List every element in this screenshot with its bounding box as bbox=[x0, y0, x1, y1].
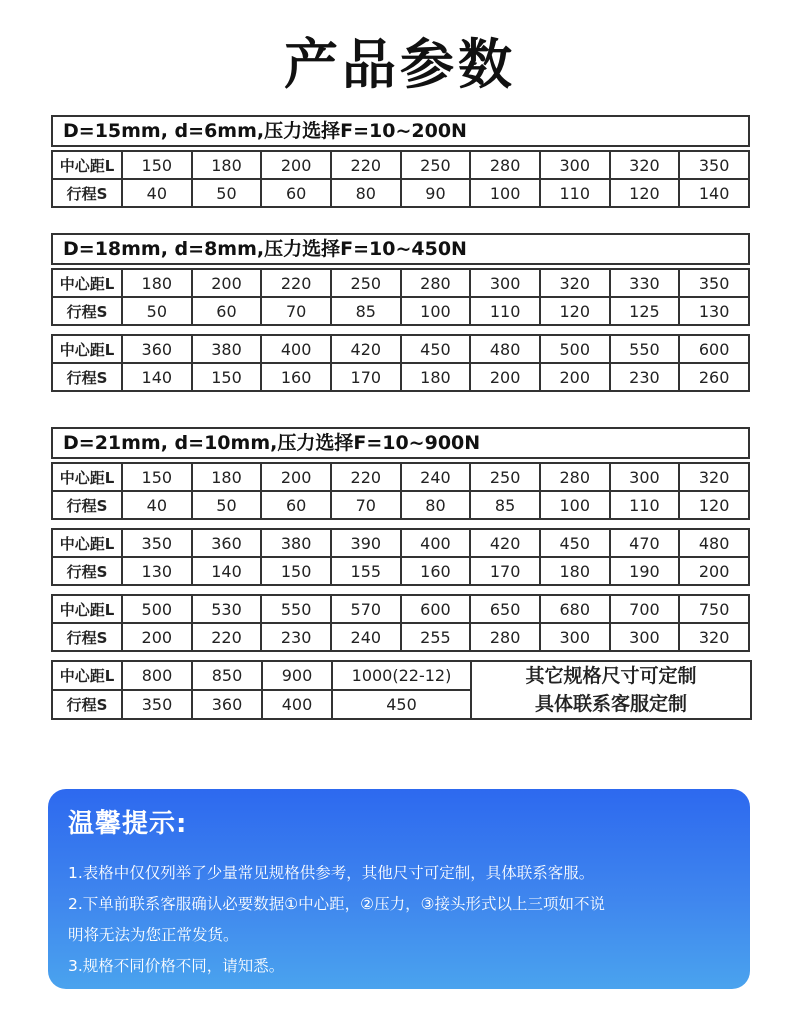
table-cell: 180 bbox=[122, 269, 192, 297]
row-label-stroke: 行程S bbox=[52, 179, 122, 207]
tips-line: 1.表格中仅仅列举了少量常见规格供参考，其他尺寸可定制，具体联系客服。 bbox=[68, 864, 595, 882]
table-cell: 250 bbox=[331, 269, 401, 297]
table-cell: 650 bbox=[470, 595, 540, 623]
table-cell: 190 bbox=[610, 557, 680, 585]
table-row bbox=[52, 363, 749, 391]
table-cell: 160 bbox=[261, 363, 331, 391]
table-cell: 200 bbox=[261, 151, 331, 179]
table-cell: 220 bbox=[192, 623, 262, 651]
table-cell: 500 bbox=[540, 335, 610, 363]
table-cell: 700 bbox=[610, 595, 680, 623]
table-cell: 200 bbox=[192, 269, 262, 297]
table-cell: 140 bbox=[679, 179, 749, 207]
row-label-stroke: 行程S bbox=[52, 491, 122, 519]
table-cell: 250 bbox=[401, 151, 471, 179]
table-cell: 480 bbox=[470, 335, 540, 363]
tips-line: 2.下单前联系客服确认必要数据①中心距，②压力，③接头形式以上三项如不说 bbox=[68, 895, 605, 913]
table-cell: 330 bbox=[610, 269, 680, 297]
table-cell: 320 bbox=[540, 269, 610, 297]
table-cell: 120 bbox=[679, 491, 749, 519]
group-header: D=21mm, d=10mm,压力选择F=10~900N bbox=[51, 427, 750, 459]
table-row bbox=[52, 557, 749, 585]
row-label-stroke: 行程S bbox=[52, 557, 122, 585]
table-cell: 170 bbox=[470, 557, 540, 585]
table-cell: 220 bbox=[331, 463, 401, 491]
table-cell: 60 bbox=[192, 297, 262, 325]
table-row bbox=[52, 297, 749, 325]
row-label-center: 中心距L bbox=[52, 595, 122, 623]
table-cell: 160 bbox=[401, 557, 471, 585]
row-label-stroke: 行程S bbox=[52, 623, 122, 651]
table-cell: 110 bbox=[610, 491, 680, 519]
table-cell: 320 bbox=[610, 151, 680, 179]
table-cell: 230 bbox=[610, 363, 680, 391]
custom-note-line: 其它规格尺寸可定制 bbox=[525, 665, 697, 687]
table-cell: 255 bbox=[401, 623, 471, 651]
table-cell: 140 bbox=[192, 557, 262, 585]
table-cell: 130 bbox=[679, 297, 749, 325]
table-cell: 50 bbox=[192, 491, 262, 519]
table-cell: 400 bbox=[261, 335, 331, 363]
spec-table bbox=[51, 268, 750, 326]
table-cell: 360 bbox=[122, 335, 192, 363]
table-cell: 1000(22-12) bbox=[332, 661, 471, 690]
table-cell: 380 bbox=[192, 335, 262, 363]
custom-note bbox=[471, 661, 751, 719]
table-cell: 230 bbox=[261, 623, 331, 651]
row-label-center: 中心距L bbox=[52, 661, 122, 690]
table-cell: 40 bbox=[122, 179, 192, 207]
table-cell: 420 bbox=[331, 335, 401, 363]
table-cell: 100 bbox=[470, 179, 540, 207]
table-cell: 110 bbox=[540, 179, 610, 207]
table-row bbox=[52, 179, 749, 207]
tips-line: 3.规格不同价格不同，请知悉。 bbox=[68, 957, 285, 975]
table-cell: 80 bbox=[331, 179, 401, 207]
table-cell: 360 bbox=[192, 690, 262, 719]
row-label-center: 中心距L bbox=[52, 463, 122, 491]
table-cell: 570 bbox=[331, 595, 401, 623]
table-cell: 400 bbox=[262, 690, 332, 719]
table-cell: 125 bbox=[610, 297, 680, 325]
row-label-stroke: 行程S bbox=[52, 690, 122, 719]
table-row bbox=[52, 491, 749, 519]
spec-group-d21 bbox=[51, 427, 750, 728]
table-cell: 120 bbox=[610, 179, 680, 207]
table-cell: 350 bbox=[679, 269, 749, 297]
table-cell: 900 bbox=[262, 661, 332, 690]
table-cell: 470 bbox=[610, 529, 680, 557]
table-cell: 480 bbox=[679, 529, 749, 557]
row-label-center: 中心距L bbox=[52, 269, 122, 297]
table-cell: 390 bbox=[331, 529, 401, 557]
table-cell: 200 bbox=[470, 363, 540, 391]
spec-table bbox=[51, 594, 750, 652]
table-cell: 600 bbox=[679, 335, 749, 363]
table-cell: 850 bbox=[192, 661, 262, 690]
spec-group-d18 bbox=[51, 233, 750, 400]
table-cell: 90 bbox=[401, 179, 471, 207]
spec-table bbox=[51, 150, 750, 208]
group-header: D=15mm, d=6mm,压力选择F=10~200N bbox=[51, 115, 750, 147]
table-cell: 350 bbox=[122, 529, 192, 557]
table-cell: 85 bbox=[331, 297, 401, 325]
spec-table bbox=[51, 334, 750, 392]
table-cell: 300 bbox=[540, 623, 610, 651]
table-cell: 550 bbox=[610, 335, 680, 363]
table-cell: 80 bbox=[401, 491, 471, 519]
table-cell: 750 bbox=[679, 595, 749, 623]
table-cell: 70 bbox=[331, 491, 401, 519]
table-cell: 400 bbox=[401, 529, 471, 557]
table-cell: 50 bbox=[122, 297, 192, 325]
page-title: 产品参数 bbox=[284, 33, 516, 96]
spec-table-custom bbox=[51, 660, 752, 720]
table-cell: 100 bbox=[540, 491, 610, 519]
table-row bbox=[52, 335, 749, 363]
table-cell: 220 bbox=[331, 151, 401, 179]
table-cell: 240 bbox=[331, 623, 401, 651]
table-cell: 150 bbox=[122, 151, 192, 179]
table-cell: 500 bbox=[122, 595, 192, 623]
table-row bbox=[52, 463, 749, 491]
table-cell: 100 bbox=[401, 297, 471, 325]
table-cell: 150 bbox=[122, 463, 192, 491]
table-cell: 350 bbox=[679, 151, 749, 179]
table-cell: 170 bbox=[331, 363, 401, 391]
table-cell: 250 bbox=[470, 463, 540, 491]
tips-title: 温馨提示: bbox=[68, 809, 188, 839]
table-cell: 380 bbox=[261, 529, 331, 557]
table-cell: 150 bbox=[192, 363, 262, 391]
table-cell: 320 bbox=[679, 463, 749, 491]
table-cell: 800 bbox=[122, 661, 192, 690]
table-cell: 50 bbox=[192, 179, 262, 207]
table-cell: 120 bbox=[540, 297, 610, 325]
table-cell: 180 bbox=[540, 557, 610, 585]
table-cell: 550 bbox=[261, 595, 331, 623]
table-cell: 300 bbox=[470, 269, 540, 297]
tips-box bbox=[48, 789, 750, 989]
table-cell: 60 bbox=[261, 179, 331, 207]
table-cell: 360 bbox=[192, 529, 262, 557]
table-cell: 350 bbox=[122, 690, 192, 719]
group-header: D=18mm, d=8mm,压力选择F=10~450N bbox=[51, 233, 750, 265]
table-cell: 450 bbox=[332, 690, 471, 719]
table-row bbox=[52, 661, 751, 690]
table-cell: 180 bbox=[192, 463, 262, 491]
table-cell: 200 bbox=[540, 363, 610, 391]
table-cell: 300 bbox=[540, 151, 610, 179]
table-cell: 180 bbox=[401, 363, 471, 391]
table-cell: 450 bbox=[401, 335, 471, 363]
table-cell: 200 bbox=[261, 463, 331, 491]
row-label-center: 中心距L bbox=[52, 335, 122, 363]
row-label-center: 中心距L bbox=[52, 529, 122, 557]
row-label-stroke: 行程S bbox=[52, 297, 122, 325]
custom-note-line: 具体联系客服定制 bbox=[534, 693, 687, 715]
table-cell: 180 bbox=[192, 151, 262, 179]
table-cell: 280 bbox=[401, 269, 471, 297]
table-cell: 280 bbox=[470, 151, 540, 179]
tips-line: 明将无法为您正常发货。 bbox=[68, 926, 239, 944]
table-cell: 200 bbox=[679, 557, 749, 585]
spec-table bbox=[51, 528, 750, 586]
table-cell: 300 bbox=[610, 463, 680, 491]
spec-group-d15 bbox=[51, 115, 750, 216]
table-row bbox=[52, 595, 749, 623]
table-cell: 320 bbox=[679, 623, 749, 651]
table-cell: 680 bbox=[540, 595, 610, 623]
table-cell: 140 bbox=[122, 363, 192, 391]
table-row bbox=[52, 623, 749, 651]
table-cell: 60 bbox=[261, 491, 331, 519]
table-row bbox=[52, 529, 749, 557]
table-cell: 85 bbox=[470, 491, 540, 519]
table-row bbox=[52, 269, 749, 297]
table-cell: 70 bbox=[261, 297, 331, 325]
table-cell: 260 bbox=[679, 363, 749, 391]
table-cell: 40 bbox=[122, 491, 192, 519]
table-cell: 300 bbox=[610, 623, 680, 651]
table-cell: 600 bbox=[401, 595, 471, 623]
table-row bbox=[52, 151, 749, 179]
table-cell: 530 bbox=[192, 595, 262, 623]
table-cell: 450 bbox=[540, 529, 610, 557]
row-label-stroke: 行程S bbox=[52, 363, 122, 391]
table-cell: 150 bbox=[261, 557, 331, 585]
table-cell: 110 bbox=[470, 297, 540, 325]
row-label-center: 中心距L bbox=[52, 151, 122, 179]
table-cell: 130 bbox=[122, 557, 192, 585]
table-cell: 420 bbox=[470, 529, 540, 557]
table-cell: 220 bbox=[261, 269, 331, 297]
table-cell: 155 bbox=[331, 557, 401, 585]
table-cell: 280 bbox=[540, 463, 610, 491]
table-cell: 200 bbox=[122, 623, 192, 651]
spec-table bbox=[51, 462, 750, 520]
table-cell: 240 bbox=[401, 463, 471, 491]
table-cell: 280 bbox=[470, 623, 540, 651]
